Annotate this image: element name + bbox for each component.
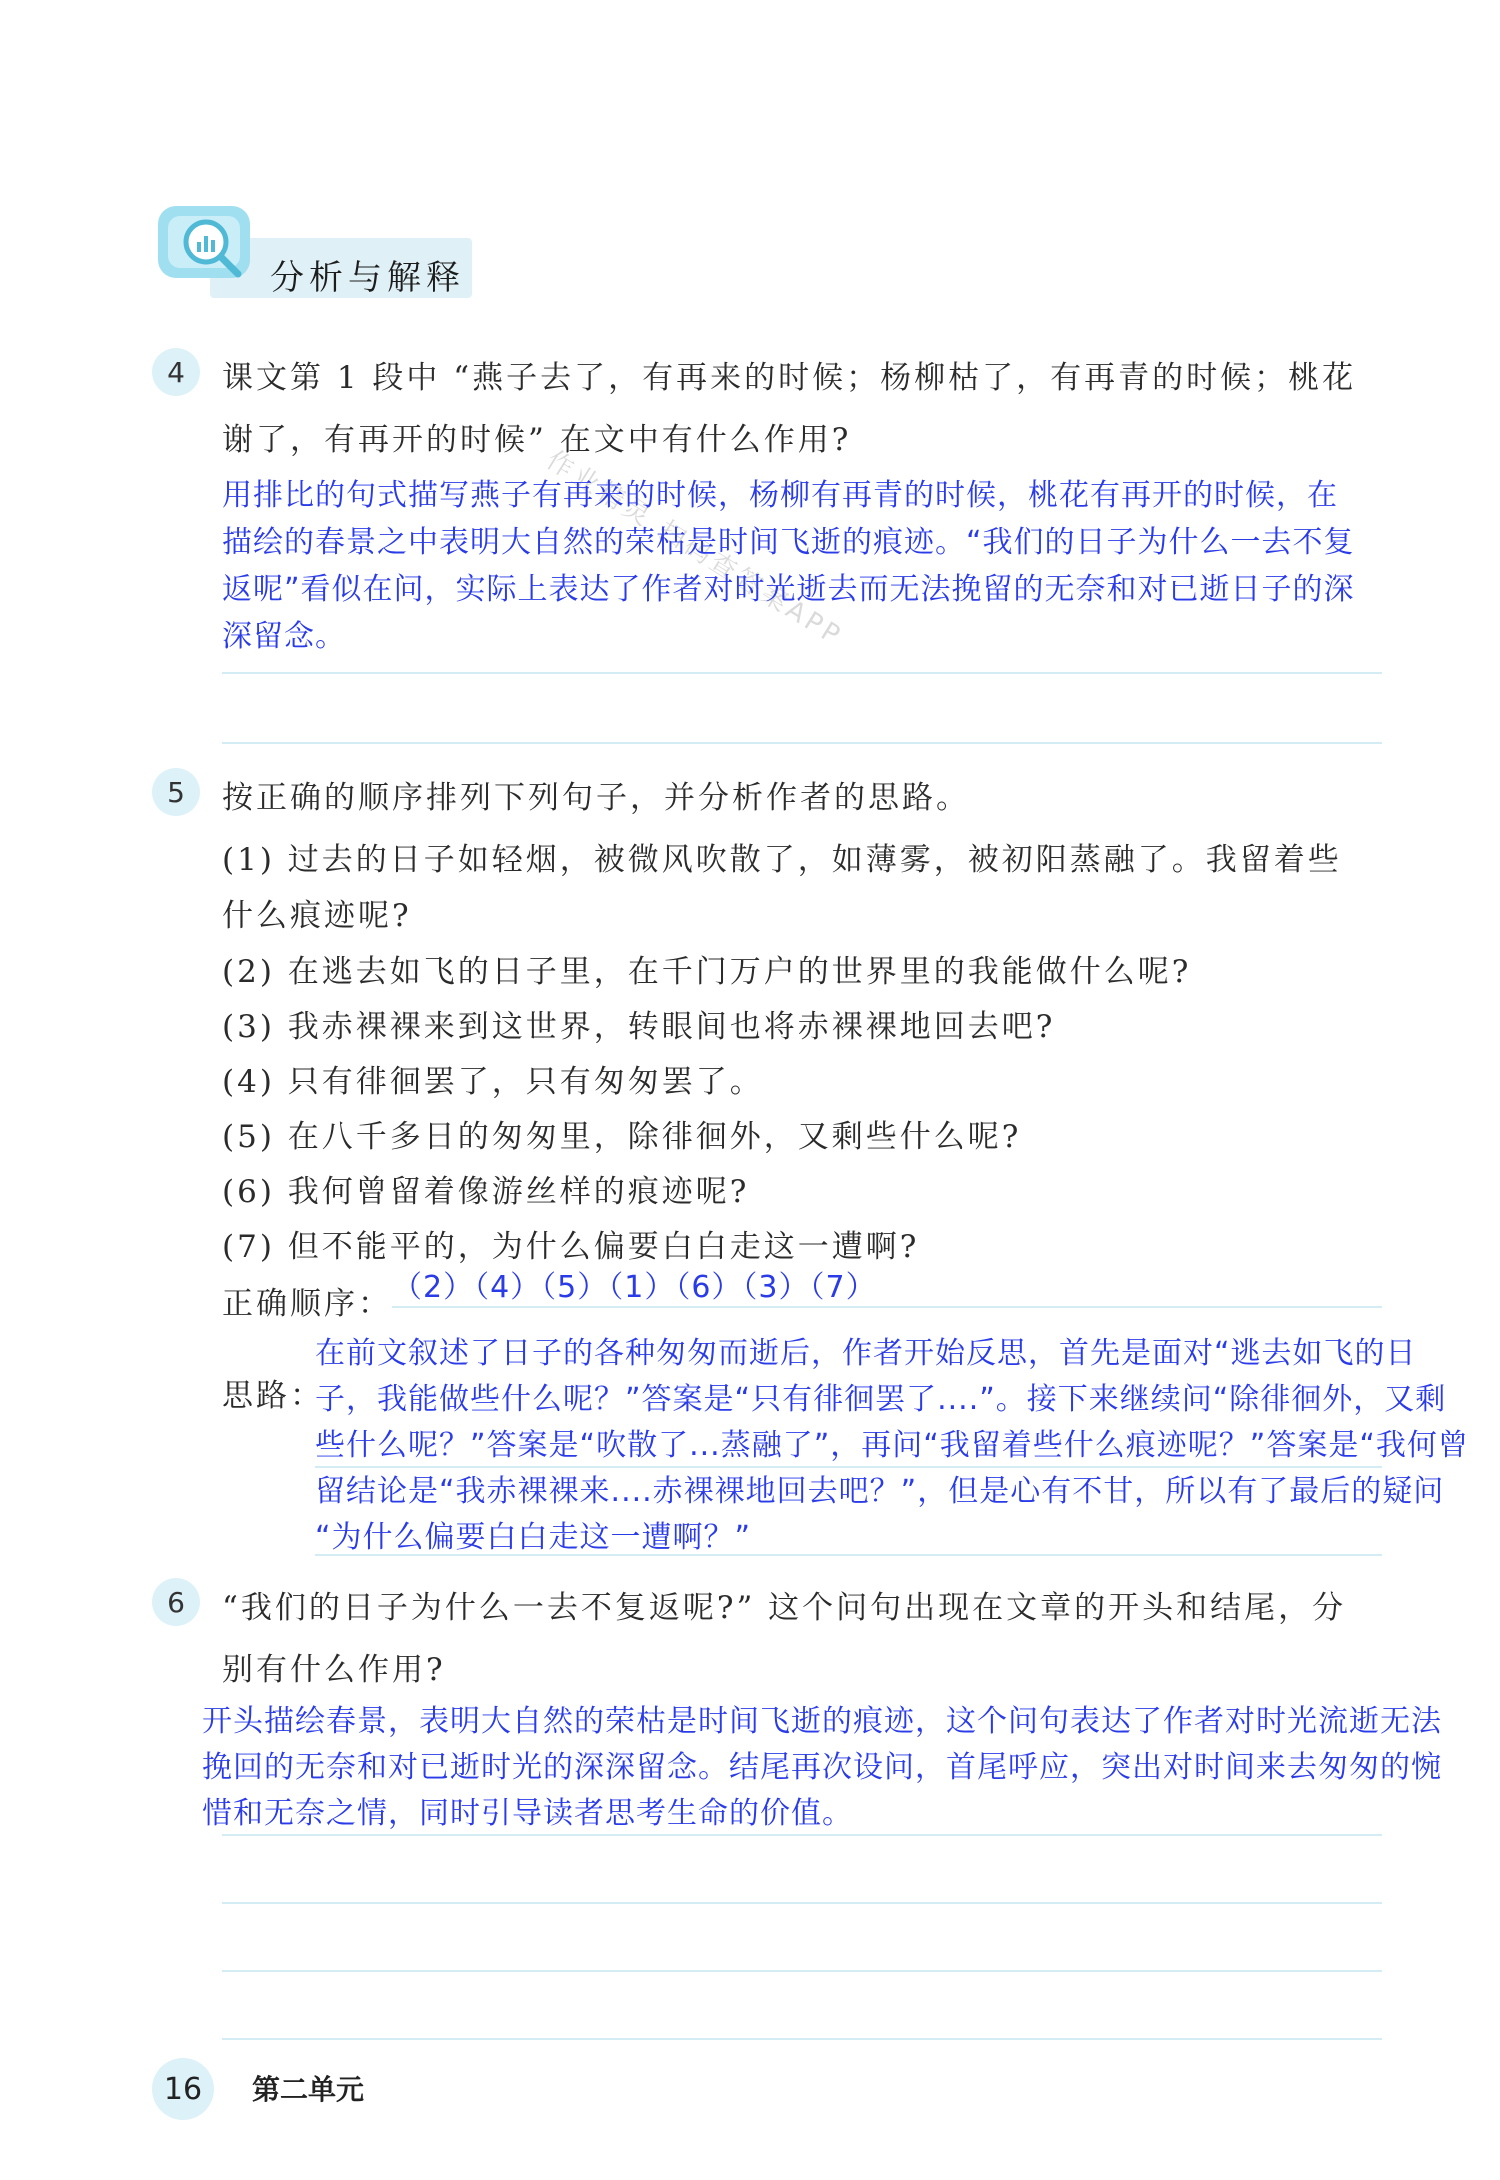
thought-answer-line: 子，我能做些什么呢？”答案是“只有徘徊罢了....”。接下来继续问“除徘徊外，又剩 xyxy=(315,1382,1447,1417)
question-6-answer-line: 惜和无奈之情，同时引导读者思考生命的价值。 xyxy=(202,1796,853,1831)
section-title: 分析与解释 xyxy=(270,258,465,298)
answer-rule xyxy=(222,1834,1382,1836)
order-answer: （2）（4）（5）（1）（6）（3）（7） xyxy=(392,1270,877,1305)
answer-rule xyxy=(222,742,1382,744)
question-5-item: 什么痕迹呢? xyxy=(222,898,412,934)
question-6-line-2: 别有什么作用? xyxy=(222,1652,446,1688)
thought-answer-line: “为什么偏要白白走这一遭啊？” xyxy=(315,1520,752,1555)
question-4-answer-line: 返呢”看似在问，实际上表达了作者对时光逝去而无法挽留的无奈和对已逝日子的深 xyxy=(222,572,1355,607)
question-4-answer-line: 描绘的春景之中表明大自然的荣枯是时间飞逝的痕迹。“我们的日子为什么一去不复 xyxy=(222,525,1355,560)
magnifier-chart-icon xyxy=(150,198,270,300)
answer-rule xyxy=(315,1466,1382,1468)
question-4-number: 4 xyxy=(152,348,200,396)
thought-answer-line: 些什么呢？”答案是“吹散了...蒸融了”，再问“我留着些什么痕迹呢？”答案是“我何曾 xyxy=(315,1428,1469,1463)
page-number: 16 xyxy=(152,2058,214,2120)
question-6-answer-line: 开头描绘春景，表明大自然的荣枯是时间飞逝的痕迹，这个问句表达了作者对时光流逝无法 xyxy=(202,1704,1442,1739)
thought-answer-line: 在前文叙述了日子的各种匆匆而逝后，作者开始反思，首先是面对“逃去如飞的日 xyxy=(315,1336,1417,1371)
question-4-line-2: 谢了，有再开的时候” 在文中有什么作用? xyxy=(222,422,852,458)
question-5-item: (5) 在八千多日的匆匆里，除徘徊外，又剩些什么呢? xyxy=(222,1119,1022,1155)
thought-answer-line: 留结论是“我赤裸裸来....赤裸裸地回去吧？”，但是心有不甘，所以有了最后的疑问 xyxy=(315,1474,1445,1509)
unit-label: 第二单元 xyxy=(252,2073,365,2106)
question-5-item: (7) 但不能平的，为什么偏要白白走这一遭啊? xyxy=(222,1229,920,1265)
answer-rule xyxy=(222,2038,1382,2040)
question-6-answer-line: 挽回的无奈和对已逝时光的深深留念。结尾再次设问，首尾呼应，突出对时间来去匆匆的惋 xyxy=(202,1750,1442,1785)
answer-rule xyxy=(222,672,1382,674)
answer-rule xyxy=(222,1970,1382,1972)
question-5-prompt: 按正确的顺序排列下列句子，并分析作者的思路。 xyxy=(222,780,970,816)
question-5-item: (1) 过去的日子如轻烟，被微风吹散了，如薄雾，被初阳蒸融了。我留着些 xyxy=(222,842,1342,878)
answer-rule xyxy=(392,1306,1382,1308)
question-5-item: (4) 只有徘徊罢了，只有匆匆罢了。 xyxy=(222,1064,764,1100)
question-6-line-1: “我们的日子为什么一去不复返呢?” 这个问句出现在文章的开头和结尾，分 xyxy=(222,1590,1347,1626)
watermark-text: 作业精灵 扫码查答案APP xyxy=(540,445,849,653)
order-label: 正确顺序： xyxy=(222,1286,392,1322)
question-5-item: (6) 我何曾留着像游丝样的痕迹呢? xyxy=(222,1174,750,1210)
question-4-line-1: 课文第 1 段中 “燕子去了，有再来的时候；杨柳枯了，有再青的时候；桃花 xyxy=(222,360,1357,396)
question-6-number: 6 xyxy=(152,1578,200,1626)
question-5-item: (3) 我赤裸裸来到这世界，转眼间也将赤裸裸地回去吧? xyxy=(222,1009,1056,1045)
question-5-item: (2) 在逃去如飞的日子里，在千门万户的世界里的我能做什么呢? xyxy=(222,954,1192,990)
question-5-number: 5 xyxy=(152,768,200,816)
question-4-answer-line: 用排比的句式描写燕子有再来的时候，杨柳有再青的时候，桃花有再开的时候，在 xyxy=(222,478,1338,513)
question-4-answer-line: 深留念。 xyxy=(222,619,346,654)
answer-rule xyxy=(315,1554,1382,1556)
answer-rule xyxy=(222,1902,1382,1904)
thought-label: 思路： xyxy=(222,1378,324,1414)
